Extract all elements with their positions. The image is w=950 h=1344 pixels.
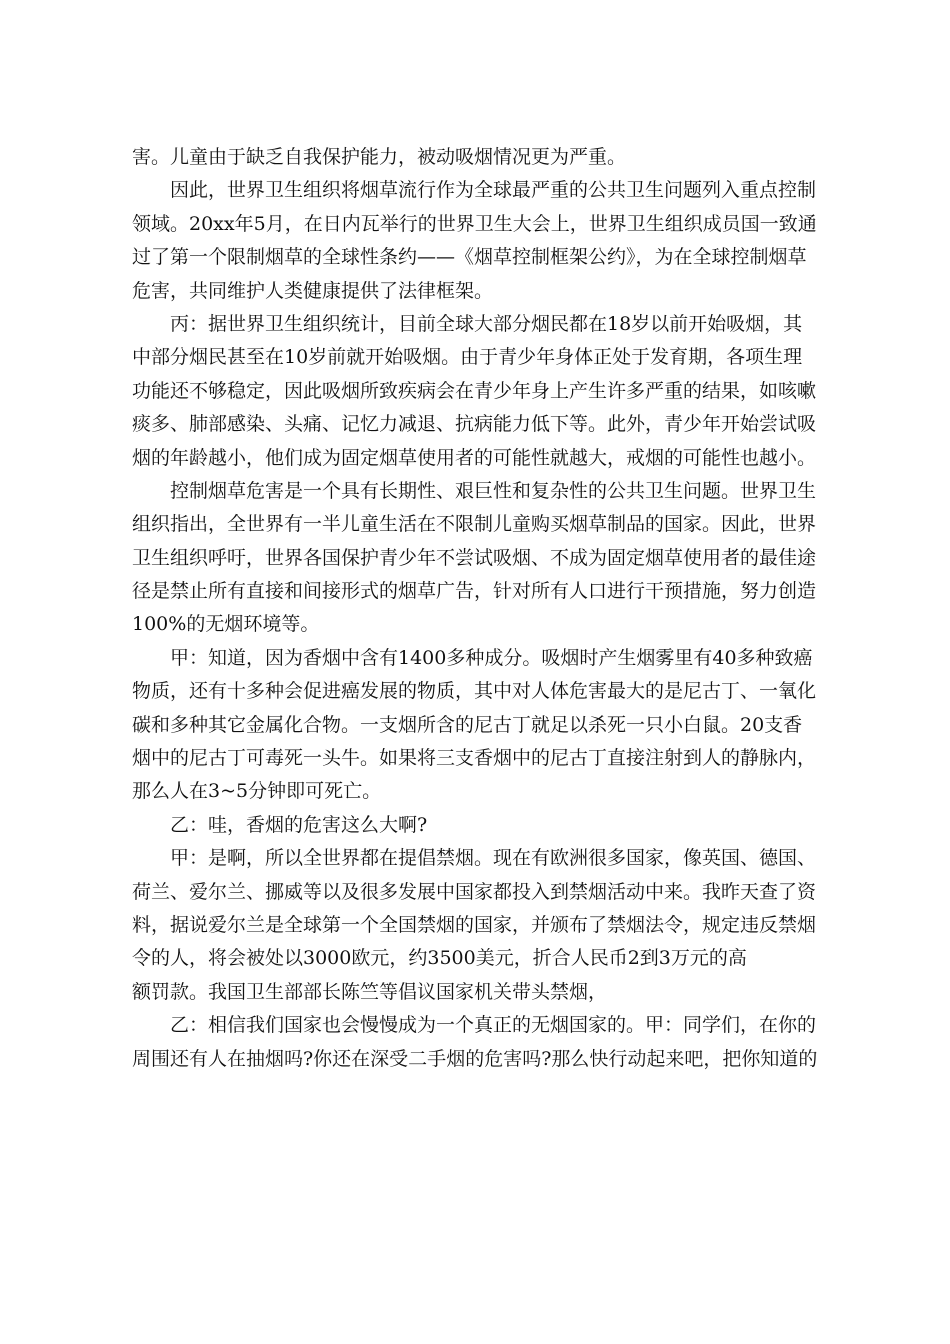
paragraph-continuation (132, 141, 832, 174)
text-line: 过了第一个限制烟草的全球性条约——《烟草控制框架公约》，为在全球控制烟草 (132, 246, 807, 269)
text-line: 令的人，将会被处以3000欧元，约3500美元，折合人民币2到3万元的高 (132, 947, 747, 970)
text-line: 功能还不够稳定，因此吸烟所致疾病会在青少年身上产生许多严重的结果，如咳嗽 (132, 379, 817, 402)
text-line: 乙：哇，香烟的危害这么大啊? (170, 813, 428, 836)
text-line: 危害，共同维护人类健康提供了法律框架。 (132, 279, 494, 302)
text-line: 中部分烟民甚至在10岁前就开始吸烟。由于青少年身体正处于发育期，各项生理 (132, 346, 803, 369)
text-line: 周围还有人在抽烟吗?你还在深受二手烟的危害吗?那么快行动起来吧，把你知道的 (132, 1047, 818, 1070)
paragraph-jia-ingredients (132, 642, 832, 809)
text-line: 领域。20xx年5月，在日内瓦举行的世界卫生大会上，世界卫生组织成员国一致通 (132, 212, 817, 235)
text-line: 料，据说爱尔兰是全球第一个全国禁烟的国家，并颁布了禁烟法令，规定违反禁烟 (132, 913, 817, 936)
paragraph-bing-statistics (132, 308, 832, 475)
text-line: 控制烟草危害是一个具有长期性、艰巨性和复杂性的公共卫生问题。世界卫生 (170, 479, 817, 502)
text-line: 甲：知道，因为香烟中含有1400多种成分。吸烟时产生烟雾里有40多种致癌 (170, 646, 813, 669)
text-line: 物质，还有十多种会促进癌发展的物质，其中对人体危害最大的是尼古丁、一氧化 (132, 680, 817, 703)
paragraph-who-control (132, 174, 832, 308)
text-line: 卫生组织呼吁，世界各国保护青少年不尝试吸烟、不成为固定烟草使用者的最佳途 (132, 546, 817, 569)
text-line: 害。儿童由于缺乏自我保护能力，被动吸烟情况更为严重。 (132, 146, 627, 168)
paragraph-yi-reaction (132, 809, 832, 842)
paragraph-tobacco-control (132, 475, 832, 642)
text-line: 碳和多种其它金属化合物。一支烟所含的尼古丁就足以杀死一只小白鼠。20支香 (132, 713, 803, 736)
paragraph-jia-ban (132, 842, 832, 1009)
text-line: 乙：相信我们国家也会慢慢成为一个真正的无烟国家的。甲：同学们，在你的 (170, 1014, 817, 1037)
document-body (132, 141, 832, 1076)
text-line: 因此，世界卫生组织将烟草流行作为全球最严重的公共卫生问题列入重点控制 (170, 179, 817, 202)
text-line: 烟的年龄越小，他们成为固定烟草使用者的可能性就越大，戒烟的可能性也越小。 (132, 446, 817, 469)
paragraph-yi-jia-closing (132, 1009, 832, 1076)
text-line: 那么人在3~5分钟即可死亡。 (132, 780, 382, 803)
text-line: 组织指出，全世界有一半儿童生活在不限制儿童购买烟草制品的国家。因此，世界 (132, 513, 817, 536)
text-line: 痰多、肺部感染、头痛、记忆力减退、抗病能力低下等。此外，青少年开始尝试吸 (132, 413, 817, 436)
text-line: 径是禁止所有直接和间接形式的烟草广告，针对所有人口进行干预措施，努力创造 (132, 580, 817, 603)
text-line: 丙：据世界卫生组织统计，目前全球大部分烟民都在18岁以前开始吸烟，其 (170, 312, 803, 335)
text-line: 烟中的尼古丁可毒死一头牛。如果将三支香烟中的尼古丁直接注射到人的静脉内， (132, 747, 817, 770)
text-line: 甲：是啊，所以全世界都在提倡禁烟。现在有欧洲很多国家，像英国、德国、 (170, 847, 817, 870)
text-line: 100%的无烟环境等。 (132, 613, 320, 636)
text-line: 荷兰、爱尔兰、挪威等以及很多发展中国家都投入到禁烟活动中来。我昨天查了资 (132, 880, 817, 903)
text-line: 额罚款。我国卫生部部长陈竺等倡议国家机关带头禁烟， (132, 980, 608, 1003)
